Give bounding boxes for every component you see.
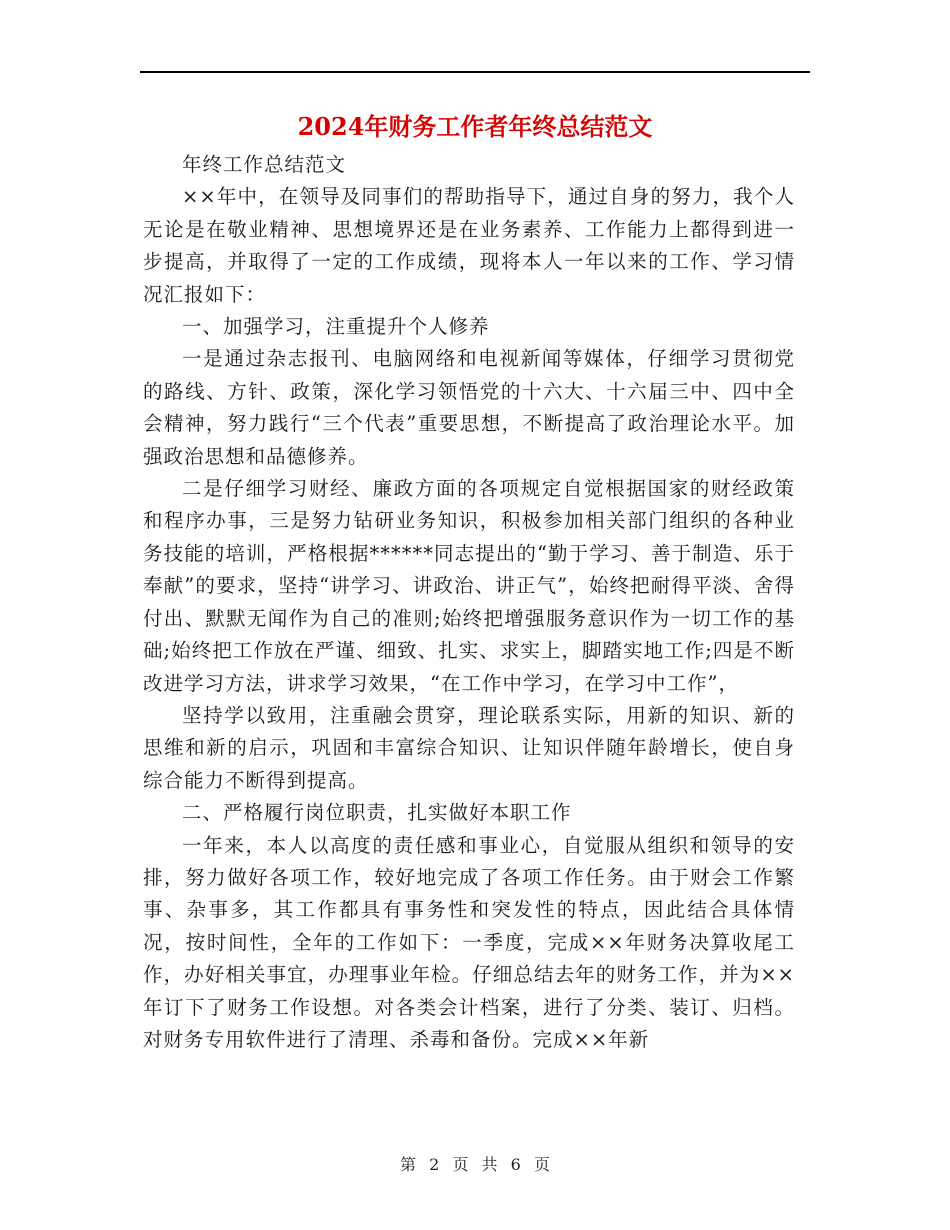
- paragraph: 一年来，本人以高度的责任感和事业心，自觉服从组织和领导的安排，努力做好各项工作，较好地完成了各项工作任务。由于财会工作繁事、杂事多，其工作都具有事务性和突发性的特点，因此结合具体情况，按时间性，全年的工作如下：一季度，完成××年财务决算收尾工作，办好相关事宜，办理事业年检。仔细总结去年的财务工作，并为××年订下了财务工作设想。对各类会计档案，进行了分类、装订、归档。对财务专用软件进行了清理、杀毒和备份。完成××年新: [143, 833, 795, 1051]
- footer-ye-2: 页: [533, 1155, 550, 1174]
- footer-di: 第: [400, 1155, 417, 1174]
- footer-total-pages: 6: [510, 1155, 521, 1174]
- page-footer: [0, 1153, 950, 1177]
- footer-ye: 页: [452, 1155, 469, 1174]
- section-heading: 一、加强学习，注重提升个人修养: [182, 315, 490, 339]
- header-rule: [140, 71, 810, 73]
- paragraph: 坚持学以致用，注重融会贯穿，理论联系实际，用新的知识、新的思维和新的启示，巩固和丰富综合知识、让知识伴随年龄增长，使自身综合能力不断得到提高。: [143, 703, 795, 792]
- paragraph: ××年中，在领导及同事们的帮助指导下，通过自身的努力，我个人无论是在敬业精神、思想境界还是在业务素养、工作能力上都得到进一步提高，并取得了一定的工作成绩，现将本人一年以来的工作、学习情况汇报如下：: [143, 185, 795, 306]
- footer-page-number: 2: [429, 1155, 440, 1174]
- paragraph: 年终工作总结范文: [182, 153, 347, 176]
- document-body: [143, 149, 795, 1056]
- section-heading: 二、严格履行岗位职责，扎实做好本职工作: [182, 801, 572, 825]
- paragraph: 二是仔细学习财经、廉政方面的各项规定自觉根据国家的财经政策和程序办事，三是努力钻研业务知识，积极参加相关部门组织的各种业务技能的培训，严格根据******同志提出的“勤于学习、善于制造、乐于奉献”的要求，坚持“讲学习、讲政治、讲正气”，始终把耐得平淡、舍得付出、默默无闻作为自己的准则;始终把增强服务意识作为一切工作的基础;始终把工作放在严谨、细致、扎实、求实上，脚踏实地工作;四是不断改进学习方法，讲求学习效果，“在工作中学习，在学习中工作”，: [143, 477, 795, 695]
- paragraph: 一是通过杂志报刊、电脑网络和电视新闻等媒体，仔细学习贯彻党的路线、方针、政策，深化学习领悟党的十六大、十六届三中、四中全会精神，努力践行“三个代表”重要思想，不断提高了政治理论水平。加强政治思想和品德修养。: [143, 347, 795, 468]
- footer-gong: 共: [481, 1155, 498, 1174]
- document-title: 2024年财务工作者年终总结范文: [297, 112, 653, 141]
